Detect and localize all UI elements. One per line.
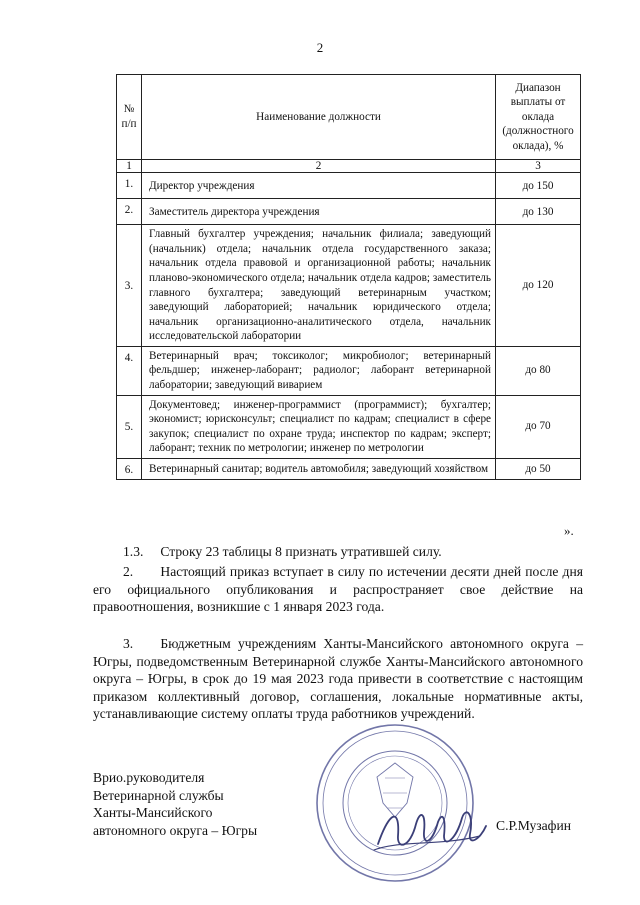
paragraph-3: 3. Бюджетным учреждениям Ханты-Мансийского автономного округа – Югры, подведомственным Ветеринарной службе Ханты-Мансийского автономного округа – Югры, в срок до 19 мая 2023 года привести в соответствие с настоящим приказом коллективный договор, соглашения, локальные нормативные акты, устанавливающие систему оплаты труда работников учреждений.	[93, 636, 583, 721]
paragraph-1-3	[93, 543, 583, 561]
position-name: Главный бухгалтер учреждения; начальник филиала; заведующий (начальник) отдела; начальник отдела государственного заказа; начальник отдела правовой и организационной работы; начальник планово-экономического отдела; начальник отдела кадров; заместитель главного бухгалтера; заведующий ветеринарным участком; заведующий лабораторией; начальник юридического отдела; начальник организационно-аналитического отдела, начальник исследовательской лаборатории	[142, 225, 496, 347]
payment-range: до 120	[496, 225, 581, 347]
row-number: 6.	[117, 458, 142, 480]
payment-range: до 50	[496, 458, 581, 480]
position-name: Документовед; инженер-программист (программист); бухгалтер; экономист; юрисконсульт; специалист по кадрам; специалист в сфере закупок; специалист по охране труда; инспектор по кадрам; эксперт; лаборант; техник по метрологии; инженер по метрологии	[142, 395, 496, 458]
position-name: Директор учреждения	[142, 173, 496, 199]
page-number: 2	[316, 40, 324, 55]
row-number: 3.	[117, 225, 142, 347]
table-row	[117, 199, 581, 225]
signer-position	[93, 769, 257, 839]
column-index: 2	[142, 160, 496, 173]
table-row	[117, 173, 581, 199]
row-number: 5.	[117, 395, 142, 458]
table-row	[117, 346, 581, 395]
signer-line: Ветеринарной службы	[93, 787, 224, 803]
signer-line: Ханты-Мансийского	[93, 805, 213, 820]
table-header-row	[117, 75, 581, 160]
paragraph-number: 1.3.	[123, 544, 144, 559]
signer-line: автономного округа – Югры	[93, 822, 258, 838]
row-number: 2.	[117, 199, 142, 225]
table-row	[117, 225, 581, 347]
position-name: Ветеринарный врач; токсиколог; микробиолог; ветеринарный фельдшер; инженер-лаборант; радиолог; лаборант ветеринарной лаборатории; заведующий виварием	[142, 346, 496, 395]
column-index: 3	[496, 160, 581, 173]
positions-table	[116, 74, 581, 480]
payment-range: до 150	[496, 173, 581, 199]
row-number: 1.	[117, 173, 142, 199]
table-row	[117, 458, 581, 480]
table-row	[117, 395, 581, 458]
closing-quote: ».	[564, 523, 574, 538]
handwritten-signature	[370, 800, 490, 860]
row-number: 4.	[117, 346, 142, 395]
position-name: Заместитель директора учреждения	[142, 199, 496, 225]
payment-range: до 70	[496, 395, 581, 458]
column-index: 1	[117, 160, 142, 173]
payment-range: до 80	[496, 346, 581, 395]
position-name: Ветеринарный санитар; водитель автомобиля; заведующий хозяйством	[142, 458, 496, 480]
header-number: № п/п	[117, 75, 142, 160]
payment-range: до 130	[496, 199, 581, 225]
header-payment-range: Диапазон выплаты от оклада (должностного оклада), %	[496, 75, 581, 160]
paragraph-2: 2. Настоящий приказ вступает в силу по истечении десяти дней после дня его официального опубликования и распространяет свое действие на правоотношения, возникшие с 1 января 2023 года.	[93, 564, 583, 614]
column-index-row	[117, 160, 581, 173]
signer-line: Врио.руководителя	[93, 770, 205, 785]
header-position-name: Наименование должности	[142, 75, 496, 160]
paragraph-text: Строку 23 таблицы 8 признать утратившей силу.	[160, 544, 442, 559]
signer-name: С.Р.Музафин	[496, 818, 572, 833]
